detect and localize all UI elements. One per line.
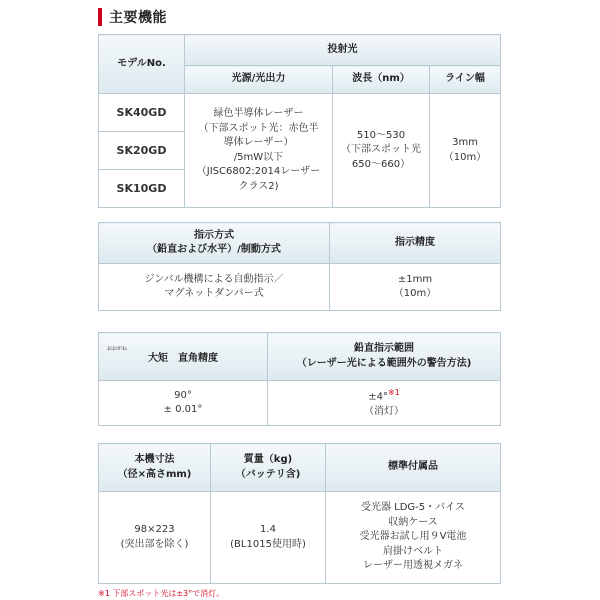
model-sk40gd: SK40GD — [99, 94, 185, 132]
section-header — [98, 6, 167, 28]
indication-table — [98, 222, 501, 311]
vertical-range-header: 鉛直指示範囲 （レーザー光による範囲外の警告方法) — [268, 333, 501, 381]
accessory-item: 肩掛けベルト — [383, 545, 443, 557]
line-width-cell: 3mm （10m） — [430, 94, 501, 208]
method-cell: ジンバル機構による自動指示／ マグネットダンパー式 — [99, 264, 330, 311]
vertical-range-cell: ±4°$^{※1}$ （消灯） — [268, 381, 501, 426]
mass-cell: 1.4 (BL1015使用時) — [211, 492, 326, 584]
dimensions-table — [98, 443, 501, 584]
accessory-item: 収納ケース — [388, 516, 438, 528]
accessories-header: 標準付属品 — [326, 444, 501, 492]
accessory-item: 受光器お試し用９V電池 — [359, 531, 467, 543]
size-header: 本機寸法 （径×高さmm) — [99, 444, 211, 492]
light-source-header: 光源/光出力 — [185, 66, 333, 94]
size-cell: 98×223 (突出部を除く) — [99, 492, 211, 584]
square-accuracy-header: おおがね 大矩 直角精度 — [99, 333, 268, 381]
line-width-header: ライン幅 — [430, 66, 501, 94]
model-header: モデルNo. — [99, 35, 185, 94]
section-title: 主要機能 — [109, 10, 167, 26]
accessory-item: レーザー用透視メガネ — [363, 560, 463, 572]
method-header: 指示方式 （鉛直および水平）/制動方式 — [99, 223, 330, 264]
accessories-cell — [326, 492, 501, 584]
ruby-text: おおがね — [107, 346, 128, 353]
accent-bar — [98, 8, 102, 26]
mass-header: 質量（kg) （バッテリ含) — [211, 444, 326, 492]
accuracy-cell: ±1mm （10m） — [330, 264, 501, 311]
square-accuracy-cell: 90° ± 0.01° — [99, 381, 268, 426]
wavelength-header: 波長（nm） — [333, 66, 430, 94]
wavelength-cell: 510～530 （下部スポット光 650～660） — [333, 94, 430, 208]
model-sk20gd: SK20GD — [99, 132, 185, 170]
laser-spec-table — [98, 34, 501, 208]
footnote-marker: ※1 — [387, 387, 400, 397]
model-sk10gd: SK10GD — [99, 170, 185, 208]
light-source-cell: 緑色半導体レーザー （下部スポット光：赤色半 導体レーザー） /5mW以下 （JISC6802:2014レーザー クラス2) — [185, 94, 333, 208]
accessory-item: 受光器 LDG-5・バイス — [360, 502, 466, 514]
accuracy-header: 指示精度 — [330, 223, 501, 264]
projection-header: 投射光 — [185, 35, 501, 66]
footnote: ※1 下部スポット光は±3°で消灯。 — [98, 589, 225, 598]
square-range-table — [98, 332, 501, 426]
